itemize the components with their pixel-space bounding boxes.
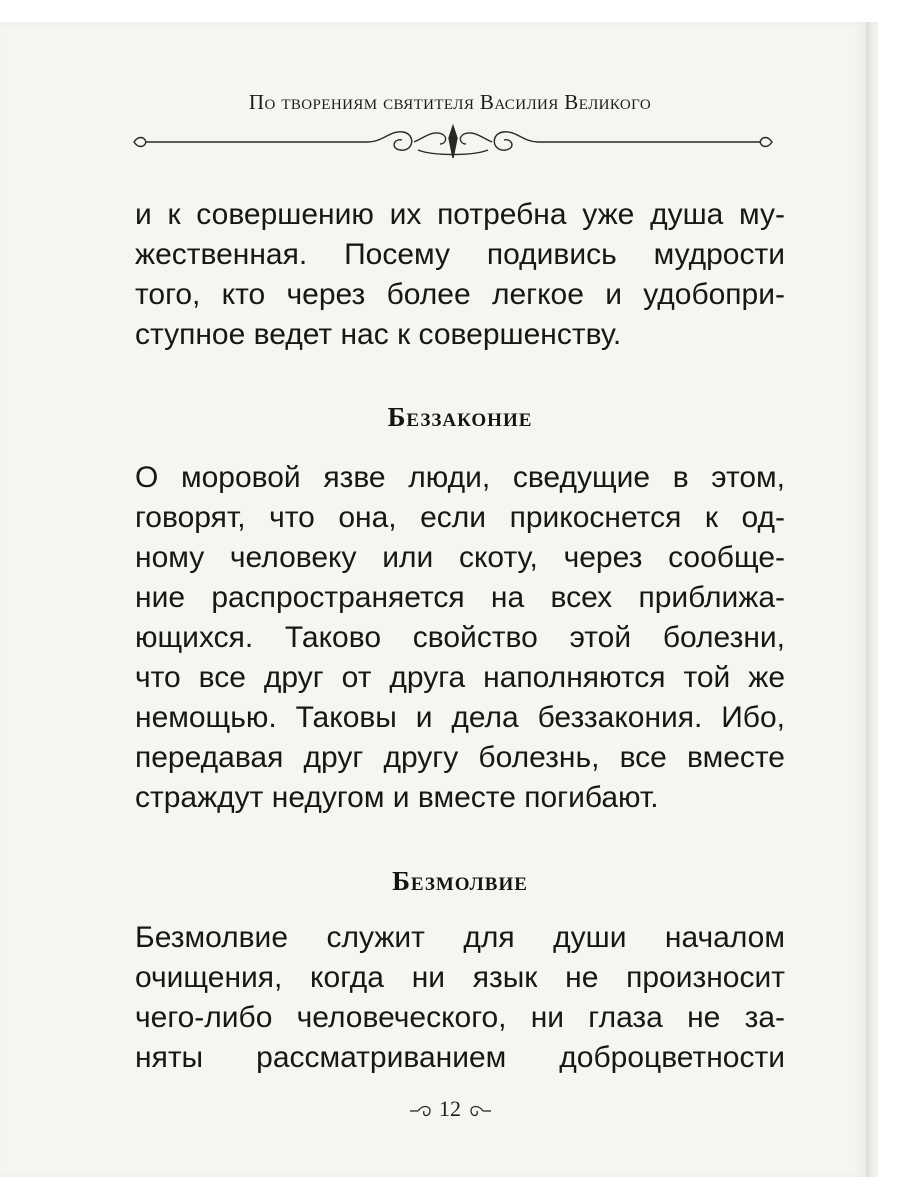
text-line: ющихся. Таково свойство этой болезни,	[135, 621, 785, 654]
text-line: ступное ведет нас к совершенству.	[135, 318, 622, 351]
left-flourish-icon	[408, 1101, 434, 1121]
text-line: говорят, что она, если прикоснется к од-	[135, 501, 785, 534]
text-line: чего-либо человеческого, ни глаза не за-	[135, 1001, 785, 1034]
text-line: ние распространяется на всех приближа-	[135, 581, 785, 614]
page-number-block	[350, 1096, 550, 1122]
text-line: ному человеку или скоту, через сообще-	[135, 541, 785, 574]
paragraph-2	[135, 458, 785, 818]
text-line: няты рассматриванием доброцветности	[135, 1041, 785, 1074]
paragraph-3	[135, 918, 785, 1078]
text-line: Безмолвие служит для души началом	[135, 921, 785, 954]
page-edge	[866, 22, 878, 1177]
text-line: что все друг от друга наполняются той же	[135, 661, 785, 694]
section-heading: Безмолвие	[392, 866, 528, 896]
paragraph-1	[135, 195, 785, 355]
text-line: О моровой язве люди, сведущие в этом,	[135, 461, 785, 494]
running-head: По творениям святителя Василия Великого	[248, 90, 652, 114]
text-line: передавая друг другу болезнь, все вместе	[135, 741, 785, 774]
text-line: немощью. Таковы и дела беззакония. Ибо,	[135, 701, 785, 734]
text-line: очищения, когда ни язык не произносит	[135, 961, 785, 994]
right-flourish-icon	[467, 1101, 493, 1121]
section-heading: Беззаконие	[387, 402, 533, 432]
text-line: того, кто через более легкое и удобопри-	[135, 278, 785, 311]
text-line: жественная. Посему подивись мудрости	[135, 238, 785, 271]
page-number: 12	[439, 1096, 461, 1121]
text-line: страждут недугом и вместе погибают.	[135, 781, 659, 814]
header-ornament-icon	[128, 120, 778, 164]
text-line: и к совершению их потребна уже душа му-	[135, 198, 785, 231]
